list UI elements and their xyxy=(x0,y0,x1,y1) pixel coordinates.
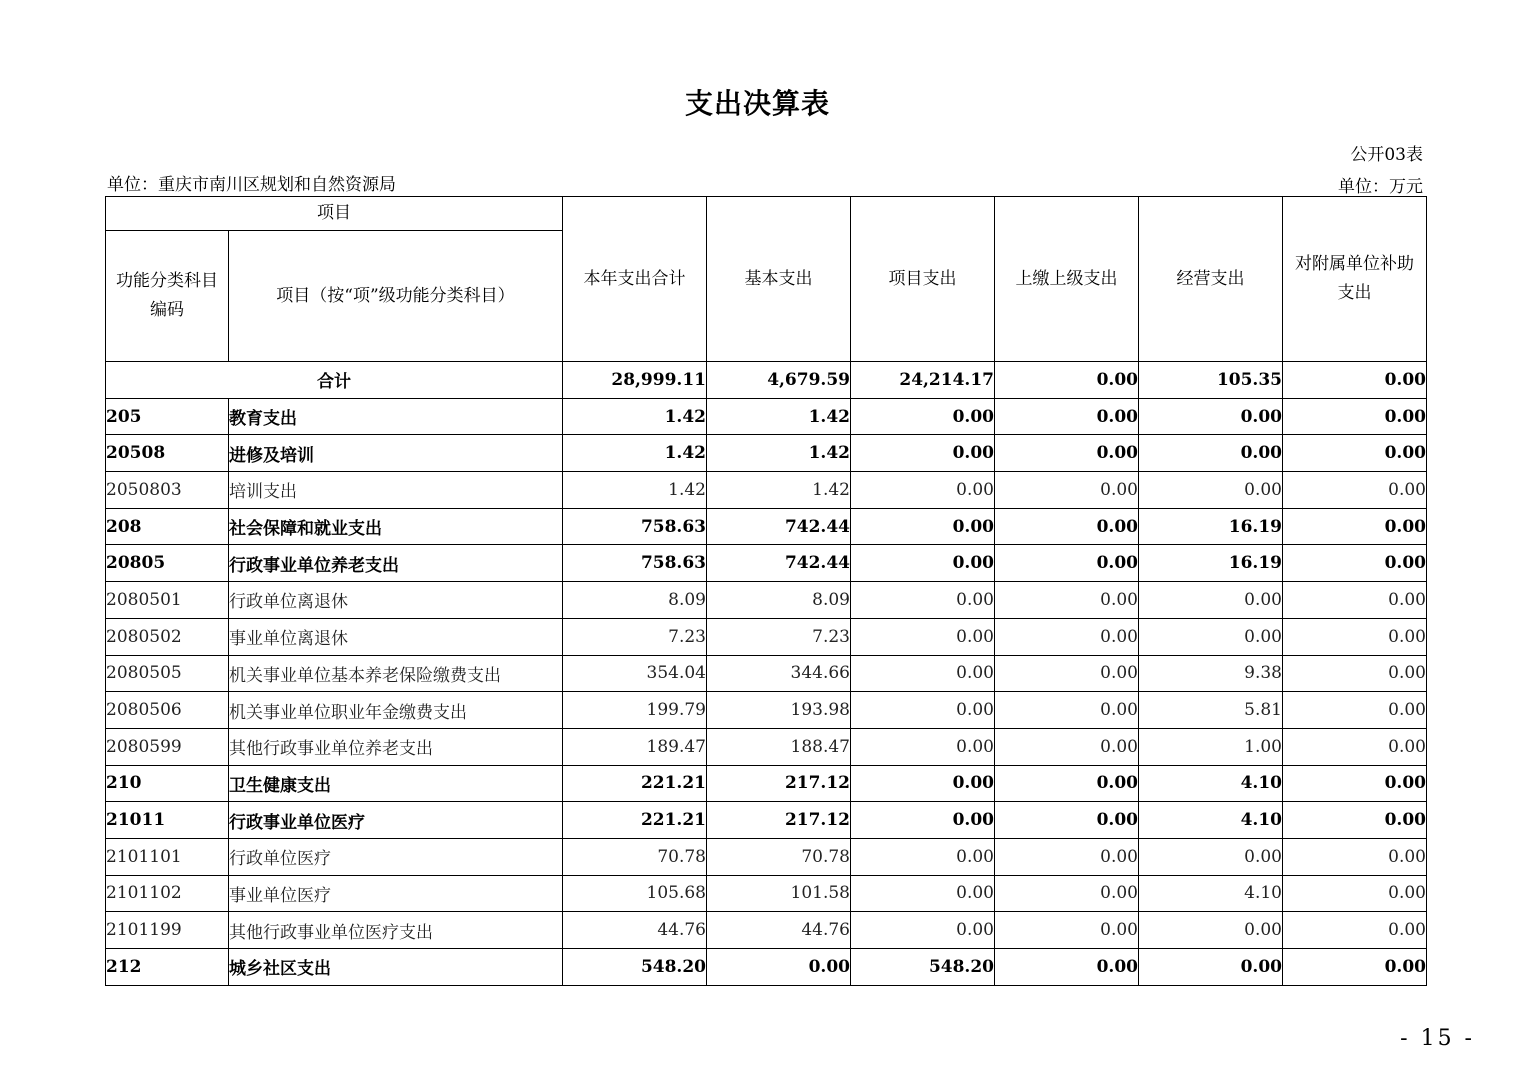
row-subsidy: 0.00 xyxy=(1283,875,1427,912)
unit-organization: 单位：重庆市南川区规划和自然资源局 xyxy=(107,175,396,195)
table-row xyxy=(106,875,1427,912)
row-project: 548.20 xyxy=(851,949,995,986)
row-subsidy: 0.00 xyxy=(1283,692,1427,729)
row-subsidy: 0.00 xyxy=(1283,728,1427,765)
row-name: 进修及培训 xyxy=(229,435,563,472)
row-remit: 0.00 xyxy=(995,398,1139,435)
row-code: 2101101 xyxy=(106,838,229,875)
row-project: 0.00 xyxy=(851,618,995,655)
row-total: 354.04 xyxy=(563,655,707,692)
row-remit: 0.00 xyxy=(995,545,1139,582)
total-subsidy: 0.00 xyxy=(1283,362,1427,399)
row-project: 0.00 xyxy=(851,838,995,875)
row-name: 事业单位医疗 xyxy=(229,875,563,912)
row-basic: 70.78 xyxy=(707,838,851,875)
row-basic: 8.09 xyxy=(707,582,851,619)
row-subsidy: 0.00 xyxy=(1283,912,1427,949)
row-business: 0.00 xyxy=(1139,838,1283,875)
row-basic: 1.42 xyxy=(707,435,851,472)
header-subsidy: 对附属单位补助支出 xyxy=(1283,197,1427,362)
header-code: 功能分类科目编码 xyxy=(106,231,229,362)
row-basic: 1.42 xyxy=(707,398,851,435)
row-basic: 101.58 xyxy=(707,875,851,912)
row-subsidy: 0.00 xyxy=(1283,655,1427,692)
total-total: 28,999.11 xyxy=(563,362,707,399)
row-name: 行政事业单位医疗 xyxy=(229,802,563,839)
header-name: 项目（按“项”级功能分类科目） xyxy=(229,231,563,362)
row-code: 2080599 xyxy=(106,728,229,765)
header-business: 经营支出 xyxy=(1139,197,1283,362)
row-business: 16.19 xyxy=(1139,508,1283,545)
row-code: 2050803 xyxy=(106,472,229,509)
form-number: 公开03表 xyxy=(1350,145,1423,165)
row-code: 2080505 xyxy=(106,655,229,692)
row-name: 行政单位医疗 xyxy=(229,838,563,875)
row-total: 189.47 xyxy=(563,728,707,765)
total-remit: 0.00 xyxy=(995,362,1139,399)
row-business: 5.81 xyxy=(1139,692,1283,729)
row-total: 199.79 xyxy=(563,692,707,729)
row-basic: 0.00 xyxy=(707,949,851,986)
row-total: 7.23 xyxy=(563,618,707,655)
row-subsidy: 0.00 xyxy=(1283,765,1427,802)
expenditure-table xyxy=(105,196,1427,986)
total-project: 24,214.17 xyxy=(851,362,995,399)
row-total: 105.68 xyxy=(563,875,707,912)
row-business: 0.00 xyxy=(1139,582,1283,619)
row-subsidy: 0.00 xyxy=(1283,508,1427,545)
row-total: 70.78 xyxy=(563,838,707,875)
row-project: 0.00 xyxy=(851,875,995,912)
header-remit: 上缴上级支出 xyxy=(995,197,1139,362)
row-business: 0.00 xyxy=(1139,435,1283,472)
header-basic: 基本支出 xyxy=(707,197,851,362)
row-name: 行政事业单位养老支出 xyxy=(229,545,563,582)
header-project: 项目支出 xyxy=(851,197,995,362)
row-remit: 0.00 xyxy=(995,802,1139,839)
row-total: 44.76 xyxy=(563,912,707,949)
row-total: 8.09 xyxy=(563,582,707,619)
row-basic: 217.12 xyxy=(707,765,851,802)
row-remit: 0.00 xyxy=(995,655,1139,692)
row-project: 0.00 xyxy=(851,802,995,839)
table-row xyxy=(106,582,1427,619)
row-code: 20805 xyxy=(106,545,229,582)
row-project: 0.00 xyxy=(851,655,995,692)
row-code: 2080501 xyxy=(106,582,229,619)
row-basic: 44.76 xyxy=(707,912,851,949)
row-name: 卫生健康支出 xyxy=(229,765,563,802)
row-remit: 0.00 xyxy=(995,472,1139,509)
row-business: 4.10 xyxy=(1139,802,1283,839)
row-business: 16.19 xyxy=(1139,545,1283,582)
row-code: 208 xyxy=(106,508,229,545)
row-project: 0.00 xyxy=(851,472,995,509)
row-basic: 742.44 xyxy=(707,508,851,545)
row-total: 1.42 xyxy=(563,435,707,472)
row-name: 行政单位离退休 xyxy=(229,582,563,619)
row-business: 0.00 xyxy=(1139,472,1283,509)
row-project: 0.00 xyxy=(851,398,995,435)
row-project: 0.00 xyxy=(851,728,995,765)
row-code: 2101102 xyxy=(106,875,229,912)
row-basic: 1.42 xyxy=(707,472,851,509)
table-row xyxy=(106,692,1427,729)
table-row xyxy=(106,618,1427,655)
row-subsidy: 0.00 xyxy=(1283,949,1427,986)
row-total: 758.63 xyxy=(563,508,707,545)
row-code: 205 xyxy=(106,398,229,435)
row-subsidy: 0.00 xyxy=(1283,472,1427,509)
row-name: 教育支出 xyxy=(229,398,563,435)
row-subsidy: 0.00 xyxy=(1283,398,1427,435)
row-basic: 193.98 xyxy=(707,692,851,729)
row-subsidy: 0.00 xyxy=(1283,838,1427,875)
row-name: 事业单位离退休 xyxy=(229,618,563,655)
row-total: 548.20 xyxy=(563,949,707,986)
row-subsidy: 0.00 xyxy=(1283,435,1427,472)
row-code: 2080502 xyxy=(106,618,229,655)
table-row xyxy=(106,545,1427,582)
row-business: 1.00 xyxy=(1139,728,1283,765)
table-row xyxy=(106,472,1427,509)
row-subsidy: 0.00 xyxy=(1283,545,1427,582)
total-basic: 4,679.59 xyxy=(707,362,851,399)
row-code: 210 xyxy=(106,765,229,802)
row-business: 4.10 xyxy=(1139,765,1283,802)
row-name: 社会保障和就业支出 xyxy=(229,508,563,545)
page-title: 支出决算表 xyxy=(684,87,830,120)
table-row xyxy=(106,655,1427,692)
table-row xyxy=(106,435,1427,472)
row-name: 城乡社区支出 xyxy=(229,949,563,986)
row-business: 0.00 xyxy=(1139,912,1283,949)
row-code: 2101199 xyxy=(106,912,229,949)
row-total: 1.42 xyxy=(563,398,707,435)
row-remit: 0.00 xyxy=(995,618,1139,655)
row-remit: 0.00 xyxy=(995,949,1139,986)
row-name: 其他行政事业单位养老支出 xyxy=(229,728,563,765)
table-row xyxy=(106,508,1427,545)
row-total: 221.21 xyxy=(563,802,707,839)
row-project: 0.00 xyxy=(851,765,995,802)
row-name: 机关事业单位基本养老保险缴费支出 xyxy=(229,655,563,692)
row-name: 其他行政事业单位医疗支出 xyxy=(229,912,563,949)
page-number: - 15 - xyxy=(1400,1026,1475,1051)
row-remit: 0.00 xyxy=(995,912,1139,949)
row-total: 758.63 xyxy=(563,545,707,582)
row-project: 0.00 xyxy=(851,545,995,582)
row-project: 0.00 xyxy=(851,692,995,729)
row-project: 0.00 xyxy=(851,435,995,472)
unit-currency: 单位：万元 xyxy=(1338,177,1423,197)
table-row xyxy=(106,728,1427,765)
row-project: 0.00 xyxy=(851,508,995,545)
row-basic: 344.66 xyxy=(707,655,851,692)
row-subsidy: 0.00 xyxy=(1283,618,1427,655)
row-code: 2080506 xyxy=(106,692,229,729)
header-row-1 xyxy=(106,197,1427,231)
table-row xyxy=(106,912,1427,949)
row-remit: 0.00 xyxy=(995,765,1139,802)
table-row xyxy=(106,949,1427,986)
row-project: 0.00 xyxy=(851,912,995,949)
table-row xyxy=(106,765,1427,802)
row-business: 0.00 xyxy=(1139,398,1283,435)
row-remit: 0.00 xyxy=(995,582,1139,619)
row-basic: 742.44 xyxy=(707,545,851,582)
header-total: 本年支出合计 xyxy=(563,197,707,362)
row-basic: 188.47 xyxy=(707,728,851,765)
row-remit: 0.00 xyxy=(995,875,1139,912)
row-basic: 217.12 xyxy=(707,802,851,839)
header-item: 项目 xyxy=(106,197,563,231)
row-total: 1.42 xyxy=(563,472,707,509)
row-code: 20508 xyxy=(106,435,229,472)
total-row xyxy=(106,362,1427,399)
row-total: 221.21 xyxy=(563,765,707,802)
row-project: 0.00 xyxy=(851,582,995,619)
table-row xyxy=(106,398,1427,435)
row-code: 212 xyxy=(106,949,229,986)
row-remit: 0.00 xyxy=(995,728,1139,765)
table-body xyxy=(106,362,1427,986)
row-remit: 0.00 xyxy=(995,435,1139,472)
row-business: 4.10 xyxy=(1139,875,1283,912)
row-subsidy: 0.00 xyxy=(1283,802,1427,839)
row-business: 9.38 xyxy=(1139,655,1283,692)
row-remit: 0.00 xyxy=(995,508,1139,545)
row-remit: 0.00 xyxy=(995,692,1139,729)
total-label: 合计 xyxy=(106,362,563,399)
table-row xyxy=(106,838,1427,875)
row-subsidy: 0.00 xyxy=(1283,582,1427,619)
row-remit: 0.00 xyxy=(995,838,1139,875)
row-basic: 7.23 xyxy=(707,618,851,655)
total-business: 105.35 xyxy=(1139,362,1283,399)
row-business: 0.00 xyxy=(1139,949,1283,986)
table-row xyxy=(106,802,1427,839)
row-name: 培训支出 xyxy=(229,472,563,509)
row-name: 机关事业单位职业年金缴费支出 xyxy=(229,692,563,729)
row-business: 0.00 xyxy=(1139,618,1283,655)
row-code: 21011 xyxy=(106,802,229,839)
